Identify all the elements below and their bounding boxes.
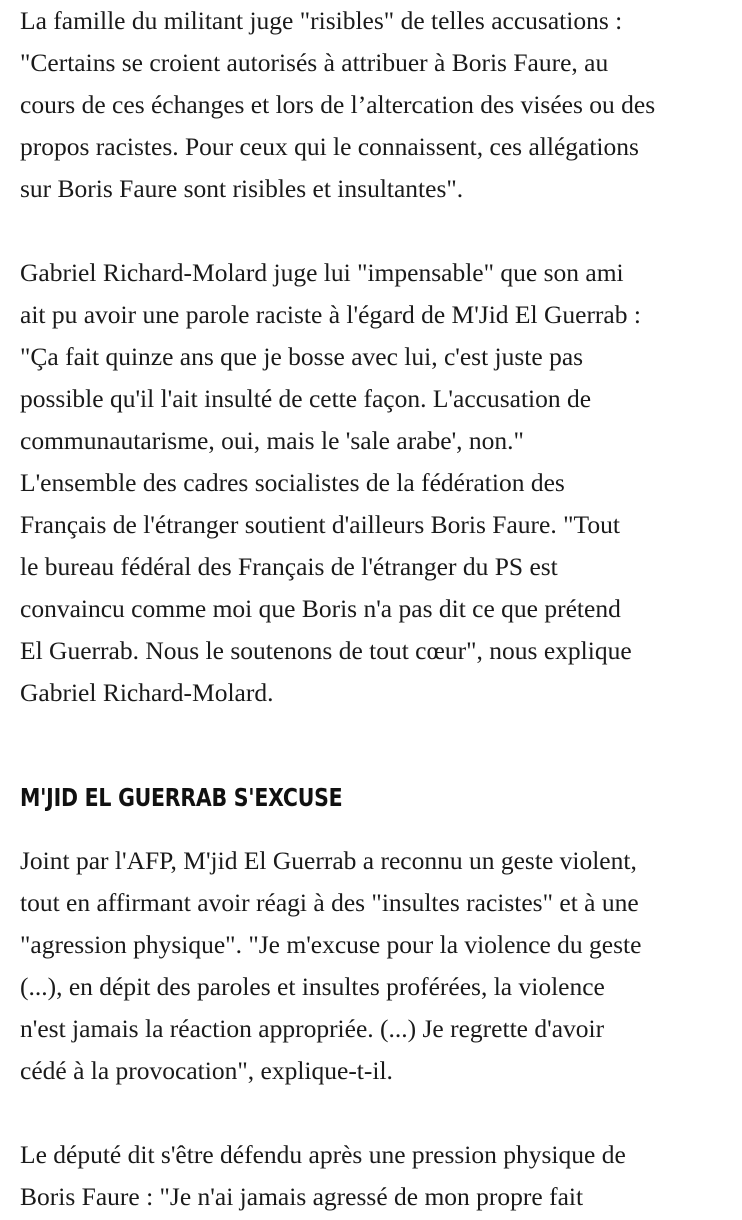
text-line: tout en affirmant avoir réagi à des "insultes racistes" et à une xyxy=(20,888,639,917)
paragraph-deputy-defense xyxy=(20,1134,732,1218)
text-line: le bureau fédéral des Français de l'étranger du PS est xyxy=(20,552,558,581)
text-line: L'ensemble des cadres socialistes de la fédération des xyxy=(20,468,565,497)
text-line: Français de l'étranger soutient d'ailleurs Boris Faure. "Tout xyxy=(20,510,620,539)
text-line: n'est jamais la réaction appropriée. (...) Je regrette d'avoir xyxy=(20,1014,605,1043)
text-line: possible qu'il l'ait insulté de cette façon. L'accusation de xyxy=(20,384,592,413)
text-line: cédé à la provocation", explique-t-il. xyxy=(20,1056,393,1085)
text-line: communautarisme, oui, mais le 'sale arabe', non." xyxy=(20,426,524,455)
section-heading: M'JID EL GUERRAB S'EXCUSE xyxy=(20,783,343,812)
text-line: (...), en dépit des paroles et insultes proférées, la violence xyxy=(20,972,605,1001)
text-line: cours de ces échanges et lors de l’altercation des visées ou des xyxy=(20,90,656,119)
paragraph-el-guerrab-apology xyxy=(20,840,732,1092)
text-line: "agression physique". "Je m'excuse pour la violence du geste xyxy=(20,930,642,959)
text-line: Le député dit s'être défendu après une pression physique de xyxy=(20,1140,626,1169)
paragraph-family-statement xyxy=(20,0,732,210)
text-line: "Certains se croient autorisés à attribuer à Boris Faure, au xyxy=(20,48,609,77)
text-line: Boris Faure : "Je n'ai jamais agressé de mon propre fait xyxy=(20,1182,584,1211)
text-line: convaincu comme moi que Boris n'a pas dit ce que prétend xyxy=(20,594,621,623)
text-line: Joint par l'AFP, M'jid El Guerrab a reconnu un geste violent, xyxy=(20,846,637,875)
text-line: Gabriel Richard-Molard. xyxy=(20,678,274,707)
text-line: "Ça fait quinze ans que je bosse avec lui, c'est juste pas xyxy=(20,342,584,371)
text-line: sur Boris Faure sont risibles et insultantes". xyxy=(20,174,464,203)
text-line: propos racistes. Pour ceux qui le connaissent, ces allégations xyxy=(20,132,639,161)
text-line: La famille du militant juge "risibles" de telles accusations : xyxy=(20,6,623,35)
article-body xyxy=(20,0,732,1218)
paragraph-richard-molard-quote xyxy=(20,252,732,714)
text-line: ait pu avoir une parole raciste à l'égard de M'Jid El Guerrab : xyxy=(20,300,641,329)
text-line: Gabriel Richard-Molard juge lui "impensable" que son ami xyxy=(20,258,624,287)
text-line: El Guerrab. Nous le soutenons de tout cœur", nous explique xyxy=(20,636,632,665)
